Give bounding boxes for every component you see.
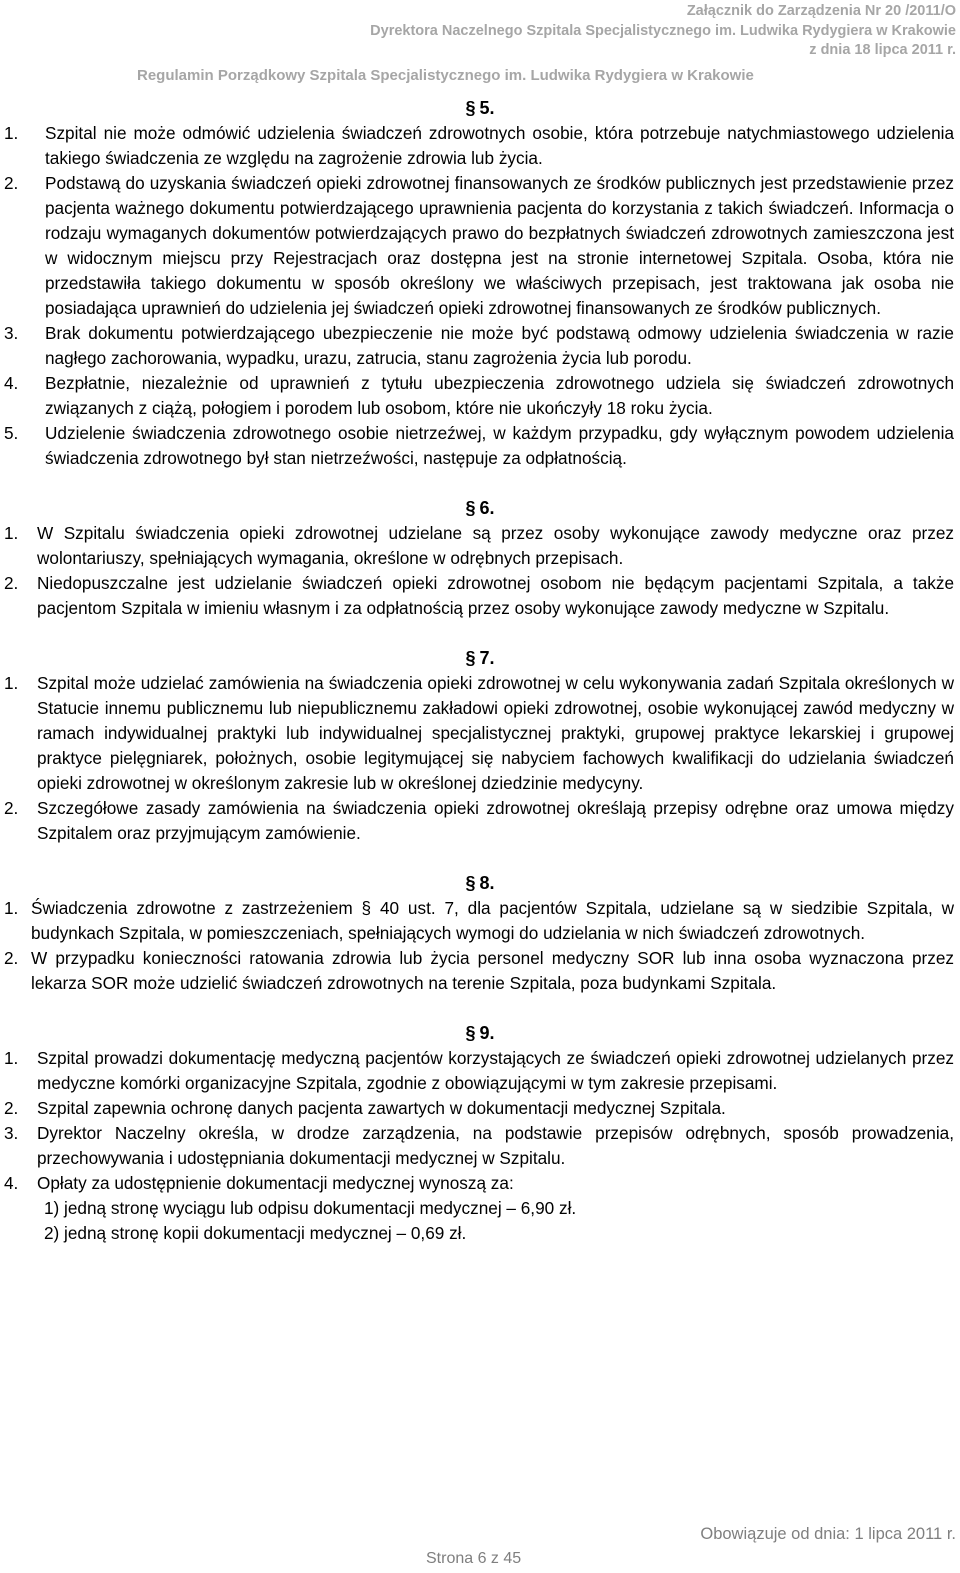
section-number: 7. (479, 648, 495, 668)
item-text: Bezpłatnie, niezależnie od uprawnień z tytułu ubezpieczenia zdrowotnego udziela się świadczeń zdrowotnych związanych z ciążą, połogiem i porodem lub osobom, które nie ukończyły 18 roku życia. (45, 373, 954, 418)
document-body (0, 96, 960, 1246)
list-item (0, 946, 954, 996)
list-item (0, 121, 954, 171)
item-text: Świadczenia zdrowotne z zastrzeżeniem § 40 ust. 7, dla pacjentów Szpitala, udzielane są w siedzibie Szpitala, w budynkach Szpitala, w pomieszczeniach, spełniających wymogi do udzielania w nich świadczeń zdrowotnych. (31, 898, 954, 943)
item-number: 1. (4, 898, 19, 918)
header-line-2: Dyrektora Naczelnego Szpitala Specjalistycznego im. Ludwika Rydygiera w Krakowie (370, 22, 956, 39)
section-number: 5. (479, 98, 495, 118)
document-header (370, 2, 956, 61)
section-8 (0, 871, 960, 996)
list-item (0, 896, 954, 946)
section-number: 6. (479, 498, 495, 518)
list-item (0, 1121, 954, 1171)
item-text: Podstawą do uzyskania świadczeń opieki zdrowotnej finansowanych ze środków publicznych jest przedstawienie przez pacjenta ważnego dokumentu potwierdzającego uprawnienia pacjenta do korzystania z takich świadczeń. Informacja o rodzaju wymaganych dokumentów potwierdzających prawo do bezpłatnych świadczeń zdrowotnych zamieszczona jest w widocznym miejscu przy Rejestracjach oraz dostępna jest na stronie internetowej Szpitala. Osoba, która nie przedstawiła takiego dokumentu w sposób określony we właściwych przepisach, jest traktowana jak osoba nie posiadająca uprawnień do udzielenia jej świadczeń opieki zdrowotnej finansowanych ze środków publicznych. (45, 173, 954, 318)
section-6 (0, 496, 960, 621)
section-number: 9. (479, 1023, 495, 1043)
list-item (0, 1171, 954, 1196)
item-number: 5. (4, 423, 19, 443)
paragraph-symbol: § (465, 1023, 476, 1043)
item-number: 3. (4, 323, 19, 343)
header-regulation-title: Regulamin Porządkowy Szpitala Specjalistycznego im. Ludwika Rydygiera w Krakowie (137, 67, 754, 84)
list-item (0, 371, 954, 421)
item-number: 2. (4, 798, 19, 818)
item-number: 2. (4, 173, 19, 193)
item-number: 1. (4, 673, 19, 693)
list-item (0, 671, 954, 796)
item-number: 2. (4, 1098, 19, 1118)
header-line-3: z dnia 18 lipca 2011 r. (809, 42, 956, 58)
list-item (0, 796, 954, 846)
item-text: W przypadku konieczności ratowania zdrowia lub życia personel medyczny SOR lub inna osoba wyznaczona przez lekarza SOR może udzielić świadczeń zdrowotnych na terenie Szpitala, poza budynkami Szpitala. (31, 948, 954, 993)
paragraph-symbol: § (465, 648, 476, 668)
section-number: 8. (479, 873, 495, 893)
item-number: 4. (4, 1173, 19, 1193)
item-text: Udzielenie świadczenia zdrowotnego osobie nietrzeźwej, w każdym przypadku, gdy wyłącznym powodem udzielenia świadczenia zdrowotnego był stan nietrzeźwości, następuje za odpłatnością. (45, 423, 954, 468)
item-number: 3. (4, 1123, 19, 1143)
item-text: Szpital zapewnia ochronę danych pacjenta zawartych w dokumentacji medycznej Szpitala. (37, 1098, 726, 1118)
effective-date: Obowiązuje od dnia: 1 lipca 2011 r. (700, 1525, 956, 1543)
list-item (0, 321, 954, 371)
item-number: 1. (4, 1048, 19, 1068)
paragraph-symbol: § (465, 498, 476, 518)
section-heading (0, 646, 960, 671)
item-number: 4. (4, 373, 19, 393)
list-item (0, 571, 954, 621)
section-7 (0, 646, 960, 846)
item-text: W Szpitalu świadczenia opieki zdrowotnej udzielane są przez osoby wykonujące zawody medyczne oraz przez wolontariuszy, spełniających wymagania, określone w odrębnych przepisach. (37, 523, 954, 568)
item-text: Szpital może udzielać zamówienia na świadczenia opieki zdrowotnej w celu wykonywania zadań Szpitala określonych w Statucie innemu publicznemu lub niepublicznemu zakładowi opieki zdrowotnej, osobie wykonującej zawód medyczny w ramach indywidualnej praktyki lub indywidualnej specjalistycznej praktyki, grupowej praktyce lekarskiej i grupowej praktyce pielęgniarek, położnych, osobie legitymującej się nabyciem fachowych kwalifikacji do udzielania świadczeń opieki zdrowotnej w określonym zakresie lub w określonej dziedzinie medycyny. (37, 673, 954, 793)
item-number: 1. (4, 523, 19, 543)
item-text: Szpital prowadzi dokumentację medyczną pacjentów korzystających ze świadczeń opieki zdrowotnej udzielanych przez medyczne komórki organizacyjne Szpitala, zgodnie z obowiązującymi w tym zakresie przepisami. (37, 1048, 954, 1093)
section-heading (0, 496, 960, 521)
list-item (0, 1096, 954, 1121)
item-text: Brak dokumentu potwierdzającego ubezpieczenie nie może być podstawą odmowy udzielenia świadczenia w razie nagłego zachorowania, wypadku, urazu, zatrucia, stanu zagrożenia życia lub porodu. (45, 323, 954, 368)
list-item (0, 1046, 954, 1096)
paragraph-symbol: § (465, 873, 476, 893)
fee-item: 1) jedną stronę wyciągu lub odpisu dokumentacji medycznej – 6,90 zł. (44, 1198, 577, 1218)
list-item (0, 421, 954, 471)
section-heading (0, 1021, 960, 1046)
item-text: Niedopuszczalne jest udzielanie świadczeń opieki zdrowotnej osobom nie będącym pacjentami Szpitala, a także pacjentom Szpitala w imieniu własnym i za odpłatnością przez osoby wykonujące zawody medyczne w Szpitalu. (37, 573, 954, 618)
item-number: 2. (4, 948, 19, 968)
page-number: Strona 6 z 45 (426, 1550, 522, 1567)
item-text: Szpital nie może odmówić udzielenia świadczeń zdrowotnych osobie, która potrzebuje natychmiastowego udzielenia takiego świadczenia ze względu na zagrożenie zdrowia lub życia. (45, 123, 954, 168)
section-heading (0, 96, 960, 121)
list-item (0, 521, 954, 571)
section-9 (0, 1021, 960, 1246)
item-text: Dyrektor Naczelny określa, w drodze zarządzenia, na podstawie przepisów odrębnych, sposób prowadzenia, przechowywania i udostępniania dokumentacji medycznej w Szpitalu. (37, 1123, 954, 1168)
paragraph-symbol: § (465, 98, 476, 118)
fee-item: 2) jedną stronę kopii dokumentacji medycznej – 0,69 zł. (44, 1223, 467, 1243)
section-5 (0, 96, 960, 471)
item-number: 2. (4, 573, 19, 593)
list-item (0, 171, 954, 321)
item-text: Szczegółowe zasady zamówienia na świadczenia opieki zdrowotnej określają przepisy odrębne oraz umowa między Szpitalem oraz przyjmującym zamówienie. (37, 798, 954, 843)
item-number: 1. (4, 123, 19, 143)
section-heading (0, 871, 960, 896)
item-text: Opłaty za udostępnienie dokumentacji medycznej wynoszą za: (37, 1173, 514, 1193)
header-line-1: Załącznik do Zarządzenia Nr 20 /2011/O (686, 3, 956, 19)
